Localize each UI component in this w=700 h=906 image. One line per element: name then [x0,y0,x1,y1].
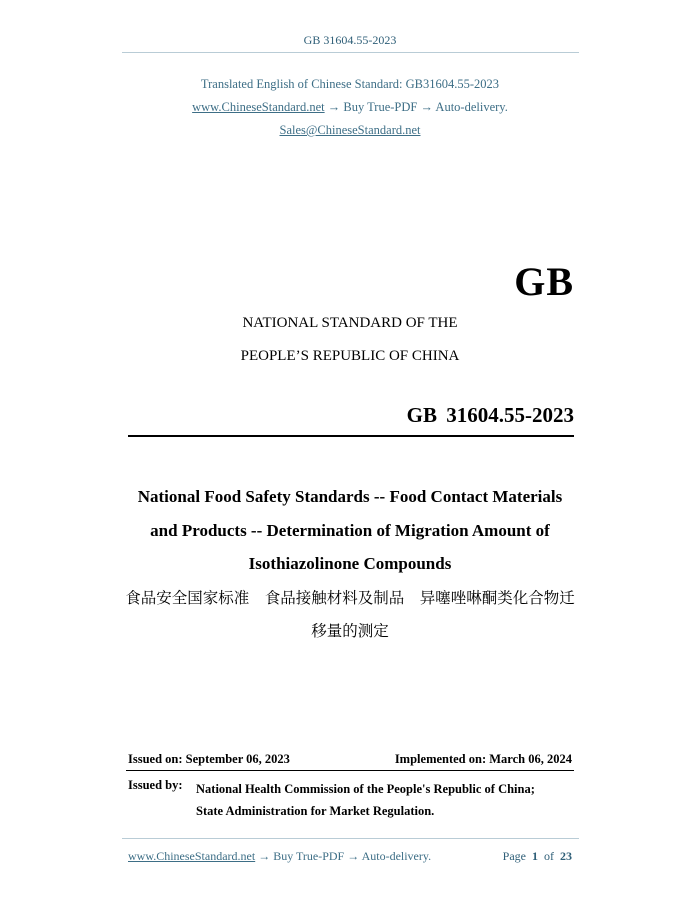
promo-translation-line: Translated English of Chinese Standard: GB31604.55-2023 [200,77,500,91]
english-title-line1: National Food Safety Standards -- Food Contact Materials [137,487,563,506]
footer-website-link[interactable]: www.ChineseStandard.net [128,849,256,863]
footer-divider [122,838,579,839]
english-title-line2: and Products -- Determination of Migration Amount of [150,520,550,540]
implemented-on-date: Implemented on: March 06, 2024 [394,752,572,766]
dates-divider [126,770,574,771]
header-divider [122,52,579,53]
title-divider [128,435,574,437]
page-current: 1 [532,849,538,863]
page-of: of [544,849,554,863]
footer-buy-line [128,849,431,864]
promo-buy-text: → Buy True-PDF → Auto-delivery. [324,100,508,114]
page-indicator [503,849,572,864]
email-link[interactable]: Sales@ChineseStandard.net [279,123,421,137]
website-link[interactable]: www.ChineseStandard.net [192,100,325,114]
national-standard-line1: NATIONAL STANDARD OF THE [242,315,458,331]
page-label: Page [502,849,526,863]
standard-number: GB 31604.55-2023 [406,403,574,427]
issued-by-label: Issued by: [128,778,183,792]
national-standard-line2: PEOPLE’S REPUBLIC OF CHINA [240,348,460,364]
chinese-title-line1: 食品安全国家标准 食品接触材料及制品 异噻唑啉酮类化合物迁 [125,589,575,607]
issued-on-date: Issued on: September 06, 2023 [128,752,290,766]
page-total: 23 [560,849,572,863]
gb-logo: GB [514,259,574,304]
chinese-title [110,582,590,648]
header-doc-number: GB 31604.55-2023 [303,33,397,47]
footer-buy-text: → Buy True-PDF → Auto-delivery. [255,849,432,863]
issuer-line1: National Health Commission of the People's Republic of China; [196,782,535,796]
promo-buy-line [0,100,700,115]
issuer-line2: State Administration for Market Regulation. [196,804,435,818]
english-title [110,480,590,581]
chinese-title-line2: 移量的测定 [311,622,389,640]
english-title-line3: Isothiazolinone Compounds [248,554,452,573]
issued-by-authorities [196,778,535,822]
promo-email-line [0,123,700,138]
